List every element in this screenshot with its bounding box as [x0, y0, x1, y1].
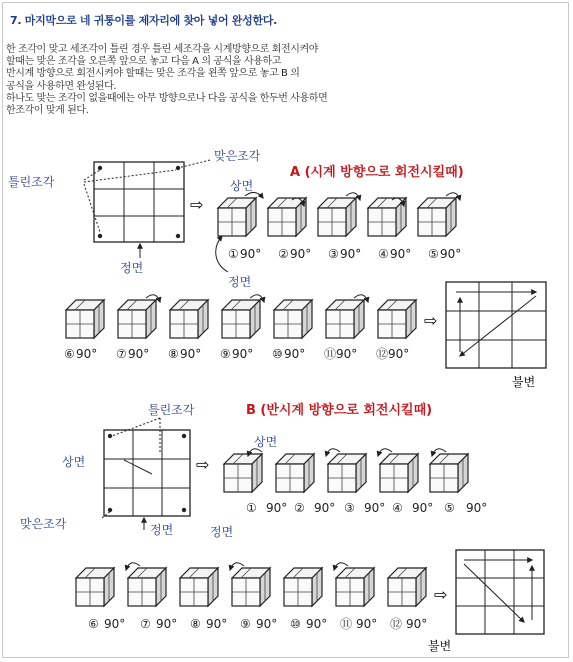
paragraph-line: 할때는 맞은 조각을 오른쪽 앞으로 놓고 다음 A 의 공식을 사용하고 — [6, 56, 281, 68]
step-angle: 90° — [364, 501, 386, 515]
step-angle: 90° — [412, 501, 434, 515]
step-angle: 90° — [390, 247, 412, 261]
step-label: ⑫ — [390, 617, 403, 631]
paragraph-line: 공식을 사용하면 완성된다. — [6, 80, 117, 92]
step-angle: 90° — [240, 247, 262, 261]
step-label: ⑦ — [140, 617, 151, 631]
section-b-title: B (반시계 방향으로 회전시킬때) — [246, 403, 433, 418]
step-angle: 90° — [340, 247, 362, 261]
label-front-face-b: 정면 — [210, 525, 234, 539]
arrow-right-icon: ⇨ — [424, 311, 438, 330]
section-heading: 7. 마지막으로 네 귀퉁이를 제자리에 찾아 넣어 완성한다. — [10, 14, 277, 27]
paragraph-line: 한 조각이 맞고 세조각이 틀린 경우 틀린 세조각을 시계방향으로 회전시켜야 — [6, 44, 319, 55]
label-wrong-piece-a: 틀린조각 — [8, 175, 55, 189]
result-grid-a — [446, 282, 546, 368]
step-label: ⑧ — [190, 617, 201, 631]
paragraph-line: 한조각이 맞게 된다. — [6, 105, 89, 117]
step-label: ④ — [378, 247, 389, 261]
step-angle: 90° — [406, 617, 428, 631]
grid-diagram-b — [102, 418, 190, 530]
step-label: ③ — [344, 501, 355, 515]
step-angle: 90° — [290, 247, 312, 261]
step-label: ⑥ — [64, 347, 75, 361]
label-front-grid-a: 정면 — [120, 261, 144, 275]
step-angle: 90° — [466, 501, 488, 515]
step-label: ⑩ — [290, 617, 301, 631]
step-label: ⑨ — [220, 347, 231, 361]
step-angle: 90° — [128, 347, 150, 361]
step-angle: 90° — [284, 347, 306, 361]
step-angle: 90° — [104, 617, 126, 631]
step-label: ④ — [392, 501, 403, 515]
label-front-face-a: 정면 — [228, 275, 252, 289]
step-label: ③ — [328, 247, 339, 261]
step-label: ⑫ — [376, 347, 389, 361]
step-angle: 90° — [356, 617, 378, 631]
step-angle: 90° — [314, 501, 336, 515]
paragraph-line: 반시계 방향으로 회전시켜야 할때는 맞은 조각을 왼쪽 앞으로 놓고 B 의 — [6, 68, 300, 80]
step-angle: 90° — [306, 617, 328, 631]
step-label: ⑥ — [88, 617, 99, 631]
step-label: ⑤ — [444, 501, 455, 515]
step-label: ⑩ — [272, 347, 283, 361]
cube-sequence-a-row2 — [66, 295, 416, 338]
step-label: ⑨ — [240, 617, 251, 631]
label-wrong-piece-b: 틀린조각 — [148, 403, 195, 417]
label-top-grid-b: 상면 — [62, 455, 86, 469]
step-label: ① — [246, 501, 257, 515]
step-label: ② — [294, 501, 305, 515]
arrow-right-icon: ⇨ — [196, 455, 210, 474]
paragraph-line: 하나도 맞는 조각이 없을때에는 아무 방향으로나 다음 공식을 한두번 사용하면 — [6, 92, 328, 104]
label-front-grid-b: 정면 — [150, 523, 174, 537]
step-angle: 90° — [440, 247, 462, 261]
label-correct-piece-b: 맞은조각 — [20, 517, 67, 531]
step-angle: 90° — [156, 617, 178, 631]
step-label: ⑤ — [428, 247, 439, 261]
step-angle: 90° — [336, 347, 358, 361]
result-grid-b — [456, 550, 544, 634]
step-label: ⑪ — [340, 617, 353, 631]
step-label: ⑦ — [116, 347, 127, 361]
cube-sequence-b-row2 — [76, 563, 426, 606]
label-correct-piece-a: 맞은조각 — [214, 149, 261, 163]
cube-sequence-a-row1 — [218, 192, 460, 236]
arrow-right-icon: ⇨ — [434, 585, 448, 604]
step-angle: 90° — [206, 617, 228, 631]
step-angle: 90° — [256, 617, 278, 631]
step-angle: 90° — [180, 347, 202, 361]
step-angle: 90° — [232, 347, 254, 361]
step-label: ① — [228, 247, 239, 261]
label-unchanged-a: 불변 — [512, 375, 536, 389]
label-unchanged-b: 불변 — [428, 639, 452, 653]
cube-sequence-b-row1 — [224, 449, 468, 492]
label-top-face-b: 상면 — [254, 435, 278, 449]
front-pointer-arrow-a — [216, 236, 228, 272]
step-label: ⑪ — [324, 347, 337, 361]
step-angle: 90° — [388, 347, 410, 361]
step-label: ⑧ — [168, 347, 179, 361]
arrow-right-icon: ⇨ — [190, 195, 204, 214]
section-a-title: A (시계 방향으로 회전시킬때) — [290, 165, 464, 180]
step-angle: 90° — [76, 347, 98, 361]
step-label: ② — [278, 247, 289, 261]
step-angle: 90° — [266, 501, 288, 515]
label-top-face-a: 상면 — [230, 179, 254, 193]
